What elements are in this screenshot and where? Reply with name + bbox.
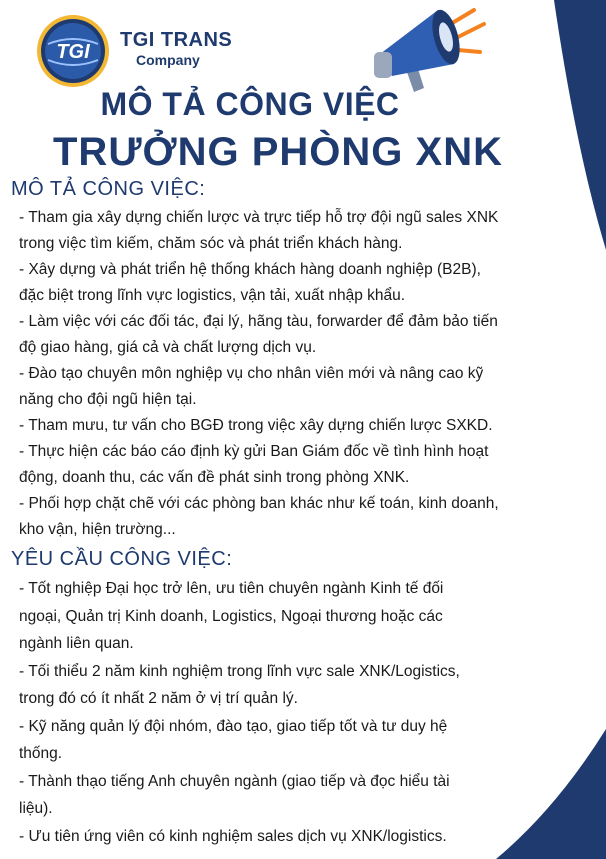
requirement-line: - Kỹ năng quản lý đội nhóm, đào tạo, giao tiếp tốt và tư duy hệ bbox=[19, 717, 448, 735]
description-line: - Đào tạo chuyên môn nghiệp vụ cho nhân viên mới và nâng cao kỹ bbox=[19, 365, 484, 382]
description-line: kho vận, hiện trường... bbox=[19, 521, 176, 538]
description-line: đặc biệt trong lĩnh vực logistics, vận tải, xuất nhập khẩu. bbox=[19, 287, 406, 304]
logo-text: TGI bbox=[56, 41, 90, 63]
requirement-line: thống. bbox=[19, 745, 63, 762]
requirement-line: - Thành thạo tiếng Anh chuyên ngành (giao tiếp và đọc hiểu tài bbox=[19, 772, 450, 790]
page-title-line-2: TRƯỞNG PHÒNG XNK bbox=[53, 130, 503, 174]
requirement-line: liệu). bbox=[19, 800, 53, 817]
job-requirements-heading: YÊU CẦU CÔNG VIỆC: bbox=[11, 548, 233, 570]
requirement-line: - Tốt nghiệp Đại học trở lên, ưu tiên chuyên ngành Kinh tế đối bbox=[19, 580, 444, 597]
job-requirements-section bbox=[11, 548, 571, 850]
requirement-line: trong đó có ít nhất 2 năm ở vị trí quản lý. bbox=[19, 690, 298, 707]
job-description-section bbox=[11, 178, 571, 543]
job-requirements-lines bbox=[11, 575, 571, 850]
job-description-heading: MÔ TẢ CÔNG VIỆC: bbox=[11, 178, 206, 200]
brand-title: TGI TRANS bbox=[120, 29, 233, 51]
requirement-line: - Tối thiểu 2 năm kinh nghiệm trong lĩnh vực sale XNK/Logistics, bbox=[19, 662, 460, 680]
brand-subtitle: Company bbox=[136, 52, 200, 68]
requirement-line: ngoại, Quản trị Kinh doanh, Logistics, Ngoại thương hoặc các bbox=[19, 607, 443, 625]
description-line: năng cho đội ngũ hiện tại. bbox=[19, 391, 197, 408]
page-title-line-1: MÔ TẢ CÔNG VIỆC bbox=[100, 86, 400, 122]
description-line: - Thực hiện các báo cáo định kỳ gửi Ban Giám đốc về tình hình hoạt bbox=[19, 443, 489, 460]
description-line: - Tham mưu, tư vấn cho BGĐ trong việc xây dựng chiến lược SXKD. bbox=[19, 417, 493, 434]
description-line: động, doanh thu, các vấn đề phát sinh trong phòng XNK. bbox=[19, 469, 410, 486]
requirement-line: - Ưu tiên ứng viên có kinh nghiệm sales dịch vụ XNK/logistics. bbox=[19, 827, 447, 845]
company-logo bbox=[36, 14, 110, 88]
description-line: - Xây dựng và phát triển hệ thống khách hàng doanh nghiệp (B2B), bbox=[19, 261, 481, 278]
description-line: trong việc tìm kiếm, chăm sóc và phát triển khách hàng. bbox=[19, 235, 403, 252]
description-line: độ giao hàng, giá cả và chất lượng dịch vụ. bbox=[19, 339, 317, 356]
job-description-lines bbox=[11, 205, 571, 543]
description-line: - Làm việc với các đối tác, đại lý, hãng tàu, forwarder để đảm bảo tiến bbox=[19, 313, 498, 330]
description-line: - Tham gia xây dựng chiến lược và trực tiếp hỗ trợ đội ngũ sales XNK bbox=[19, 209, 499, 226]
description-line: - Phối hợp chặt chẽ với các phòng ban khác như kế toán, kinh doanh, bbox=[19, 495, 499, 512]
brand-name bbox=[120, 30, 232, 67]
requirement-line: ngành liên quan. bbox=[19, 635, 134, 652]
